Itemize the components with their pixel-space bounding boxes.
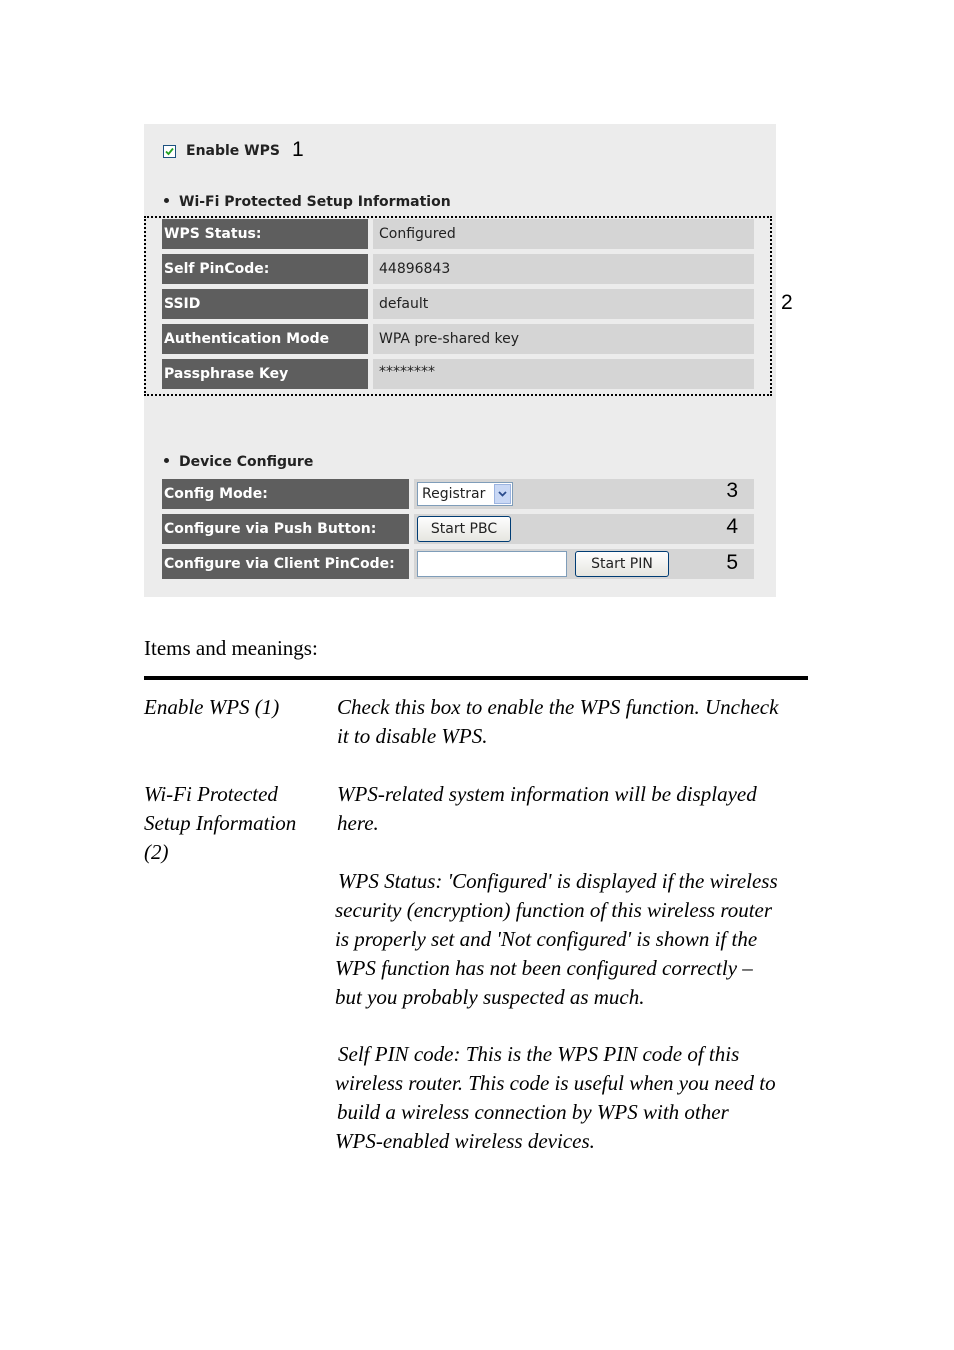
push-button-label: Configure via Push Button: [162, 514, 409, 544]
info-label: SSID [162, 289, 368, 319]
item-desc-wps-status: WPS Status: 'Configured' is displayed if the wireless security (encryption) function of this wireless router is properly set and 'Not configured' is shown if the WPS function has not been configured correctly – but you probably suspected as much. [335, 869, 778, 1009]
config-mode-row [162, 479, 754, 509]
item-desc-self-pin: Self PIN code: This is the WPS PIN code of this wireless router. This code is useful when you need to build a wireless connection by WPS with other WPS-enabled wireless devices. [335, 1042, 776, 1153]
info-label: Authentication Mode [162, 324, 368, 354]
info-row-auth-mode [162, 324, 754, 354]
bullet-icon [164, 458, 169, 463]
enable-wps-label: Enable WPS [186, 143, 280, 159]
chevron-down-icon[interactable] [494, 484, 511, 504]
info-row-wps-status [162, 219, 754, 249]
item-term-enable-wps: Enable WPS (1) [144, 695, 280, 719]
info-label: WPS Status: [162, 219, 368, 249]
info-label: Passphrase Key [162, 359, 368, 389]
client-pincode-label: Configure via Client PinCode: [162, 549, 409, 579]
info-value: 44896843 [373, 254, 754, 284]
bullet-icon [164, 198, 169, 203]
callout-1: 1 [292, 138, 304, 161]
info-row-self-pincode [162, 254, 754, 284]
client-pincode-input[interactable] [417, 551, 567, 577]
info-row-passphrase [162, 359, 754, 389]
callout-2: 2 [781, 291, 793, 314]
info-value: WPA pre-shared key [373, 324, 754, 354]
config-mode-label: Config Mode: [162, 479, 409, 509]
enable-wps-row[interactable] [163, 141, 280, 161]
callout-3: 3 [726, 479, 738, 502]
item-desc-enable-wps: Check this box to enable the WPS function. Uncheck it to disable WPS. [337, 695, 779, 748]
items-caption: Items and meanings: [144, 636, 318, 660]
item-desc-wps-info-p1: WPS-related system information will be displayed here. [337, 782, 757, 835]
wps-settings-screenshot [144, 124, 793, 597]
checkmark-icon [165, 147, 174, 156]
info-label: Self PinCode: [162, 254, 368, 284]
table-top-rule [144, 676, 808, 680]
start-pin-button[interactable]: Start PIN [575, 551, 669, 577]
config-mode-cell [414, 479, 754, 509]
config-mode-value: Registrar [422, 486, 486, 502]
config-mode-select[interactable] [417, 482, 513, 506]
info-row-ssid [162, 289, 754, 319]
info-value: ******** [373, 359, 754, 389]
enable-wps-checkbox[interactable] [163, 145, 176, 158]
item-term-wps-info: Wi-Fi Protected Setup Information (2) [144, 782, 297, 864]
push-button-cell [414, 514, 754, 544]
start-pbc-button[interactable]: Start PBC [417, 516, 511, 542]
info-section-title: Wi-Fi Protected Setup Information [164, 194, 451, 210]
info-value: default [373, 289, 754, 319]
callout-5: 5 [726, 551, 738, 574]
device-section-title: Device Configure [164, 454, 313, 470]
push-button-row [162, 514, 754, 544]
client-pincode-row [162, 549, 754, 579]
info-value: Configured [373, 219, 754, 249]
client-pincode-cell [414, 549, 754, 579]
callout-4: 4 [726, 515, 738, 538]
